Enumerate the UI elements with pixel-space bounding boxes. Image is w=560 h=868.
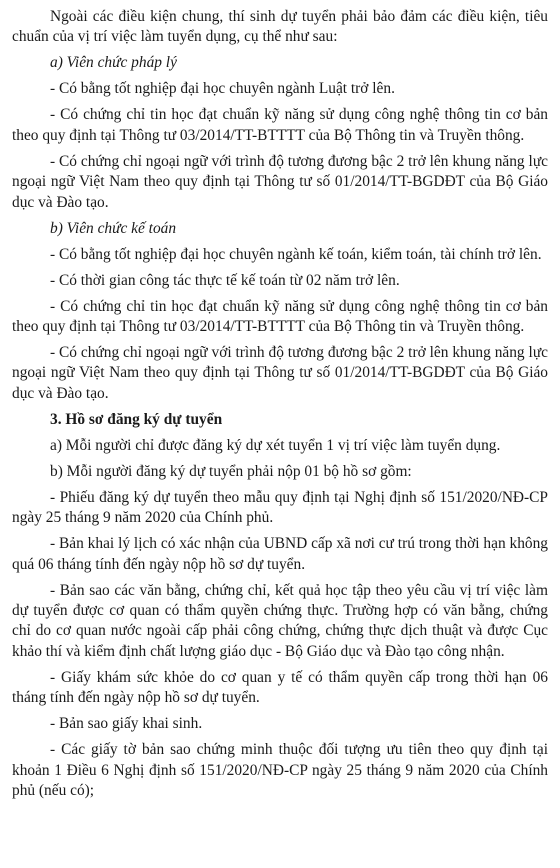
section-b-title: b) Viên chức kế toán: [50, 219, 177, 237]
section-3-item: - Các giấy tờ bản sao chứng minh thuộc đối tượng ưu tiên theo quy định tại khoản 1 Điều 6 Nghị định số 151/2020/NĐ-CP ngày 25 tháng 9 năm 2020 của Chính phủ (nếu có);: [12, 741, 548, 800]
section-a-title: a) Viên chức pháp lý: [50, 54, 177, 72]
section-3-item: - Bản sao giấy khai sinh.: [50, 715, 203, 733]
intro-paragraph: Ngoài các điều kiện chung, thí sinh dự tuyển phải bảo đảm các điều kiện, tiêu chuẩn của vị trí việc làm tuyển dụng, cụ thể như sau:: [12, 8, 548, 46]
section-a-item: - Có chứng chỉ tin học đạt chuẩn kỹ năng sử dụng công nghệ thông tin cơ bản theo quy định tại Thông tư 03/2014/TT-BTTTT của Bộ Thông tin và Truyền thông.: [12, 106, 548, 144]
section-b-item: - Có chứng chỉ tin học đạt chuẩn kỹ năng sử dụng công nghệ thông tin cơ bản theo quy định tại Thông tư 03/2014/TT-BTTTT của Bộ Thông tin và Truyền thông.: [12, 297, 548, 336]
section-3-item: - Bản khai lý lịch có xác nhận của UBND cấp xã nơi cư trú trong thời hạn không quá 06 tháng tính đến ngày nộp hồ sơ dự tuyển.: [12, 535, 548, 573]
section-b-item: - Có chứng chỉ ngoại ngữ với trình độ tương đương bậc 2 trở lên khung năng lực ngoại ngữ Việt Nam theo quy định tại Thông tư số 01/2014/TT-BGDĐT của Bộ Giáo dục và Đào tạo.: [12, 344, 548, 402]
section-b-item: - Có thời gian công tác thực tế kế toán từ 02 năm trở lên.: [50, 271, 400, 289]
section-3-title: 3. Hồ sơ đăng ký dự tuyển: [50, 410, 223, 428]
section-3-paragraph-b: b) Mỗi người đăng ký dự tuyển phải nộp 01 bộ hồ sơ gồm:: [50, 462, 412, 480]
section-b-item: - Có bằng tốt nghiệp đại học chuyên ngành kế toán, kiểm toán, tài chính trở lên.: [50, 245, 542, 263]
section-3-item: - Giấy khám sức khỏe do cơ quan y tế có thẩm quyền cấp trong thời hạn 06 tháng tính đến ngày nộp hồ sơ dự tuyển.: [12, 668, 548, 707]
section-3-item: - Phiếu đăng ký dự tuyển theo mẫu quy định tại Nghị định số 151/2020/NĐ-CP ngày 25 tháng 9 năm 2020 của Chính phủ.: [12, 488, 548, 527]
section-3-paragraph-a: a) Mỗi người chỉ được đăng ký dự xét tuyển 1 vị trí việc làm tuyển dụng.: [50, 436, 501, 454]
section-a-item: - Có chứng chỉ ngoại ngữ với trình độ tương đương bậc 2 trở lên khung năng lực ngoại ngữ Việt Nam theo quy định tại Thông tư số 01/2014/TT-BGDĐT của Bộ Giáo dục và Đào tạo.: [12, 152, 548, 211]
section-a-item: - Có bằng tốt nghiệp đại học chuyên ngành Luật trở lên.: [50, 80, 395, 98]
section-3-item: - Bản sao các văn bằng, chứng chỉ, kết quả học tập theo yêu cầu vị trí việc làm dự tuyển được cơ quan có thẩm quyền chứng thực. Trường hợp có văn bằng, chứng chỉ do cơ quan nước ngoài cấp phải công chứng, chứng thực dịch thuật và được Cục khảo thí và kiểm định chất lượng giáo dục - Bộ Giáo dục và Đào tạo công nhận.: [12, 581, 548, 660]
